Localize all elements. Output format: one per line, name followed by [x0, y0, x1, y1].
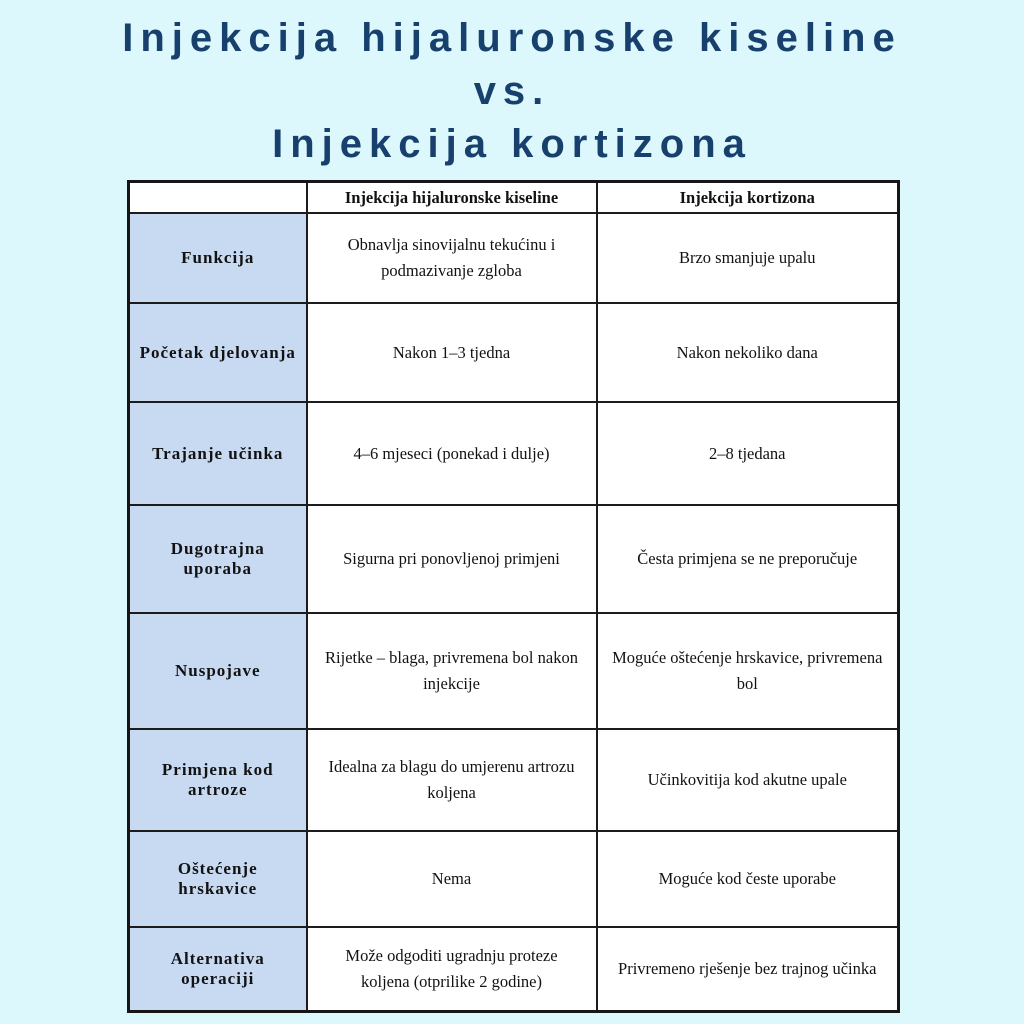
hyaluronic-value: Nakon 1–3 tjedna — [307, 303, 597, 402]
table-row-pocetak-djelovanja — [129, 303, 899, 402]
table-row-nuspojave — [129, 613, 899, 729]
title-line-2: vs. — [473, 69, 551, 113]
table-row-primjena-kod-artroze — [129, 729, 899, 831]
title-line-3: Injekcija kortizona — [272, 122, 752, 166]
row-label: Nuspojave — [129, 613, 307, 729]
table-header-row — [129, 182, 899, 214]
header-cell-hyaluronic: Injekcija hijaluronske kiseline — [307, 182, 597, 214]
hyaluronic-value: Rijetke – blaga, privremena bol nakon injekcije — [307, 613, 597, 729]
table-row-funkcija — [129, 213, 899, 303]
header-cell-cortisone: Injekcija kortizona — [597, 182, 899, 214]
title-line-1: Injekcija hijaluronske kiseline — [122, 16, 902, 60]
row-label: Funkcija — [129, 213, 307, 303]
page-title — [0, 12, 1024, 171]
cortisone-value: Brzo smanjuje upalu — [597, 213, 899, 303]
table-row-dugotrajna-uporaba — [129, 505, 899, 613]
table-row-alternativa-operaciji — [129, 927, 899, 1011]
hyaluronic-value: Obnavlja sinovijalnu tekućinu i podmazivanje zgloba — [307, 213, 597, 303]
row-label: Početak djelovanja — [129, 303, 307, 402]
header-cell-empty — [129, 182, 307, 214]
comparison-table — [127, 180, 900, 1013]
cortisone-value: 2–8 tjedana — [597, 402, 899, 505]
hyaluronic-value: Nema — [307, 831, 597, 927]
cortisone-value: Moguće oštećenje hrskavice, privremena bol — [597, 613, 899, 729]
cortisone-value: Moguće kod česte uporabe — [597, 831, 899, 927]
row-label: Oštećenje hrskavice — [129, 831, 307, 927]
hyaluronic-value: Sigurna pri ponovljenoj primjeni — [307, 505, 597, 613]
hyaluronic-value: 4–6 mjeseci (ponekad i dulje) — [307, 402, 597, 505]
cortisone-value: Privremeno rješenje bez trajnog učinka — [597, 927, 899, 1011]
table-row-ostecenje-hrskavice — [129, 831, 899, 927]
cortisone-value: Učinkovitija kod akutne upale — [597, 729, 899, 831]
hyaluronic-value: Idealna za blagu do umjerenu artrozu koljena — [307, 729, 597, 831]
cortisone-value: Nakon nekoliko dana — [597, 303, 899, 402]
row-label: Alternativa operaciji — [129, 927, 307, 1011]
row-label: Trajanje učinka — [129, 402, 307, 505]
table-row-trajanje-ucinka — [129, 402, 899, 505]
row-label: Dugotrajna uporaba — [129, 505, 307, 613]
row-label: Primjena kod artroze — [129, 729, 307, 831]
hyaluronic-value: Može odgoditi ugradnju proteze koljena (otprilike 2 godine) — [307, 927, 597, 1011]
cortisone-value: Česta primjena se ne preporučuje — [597, 505, 899, 613]
